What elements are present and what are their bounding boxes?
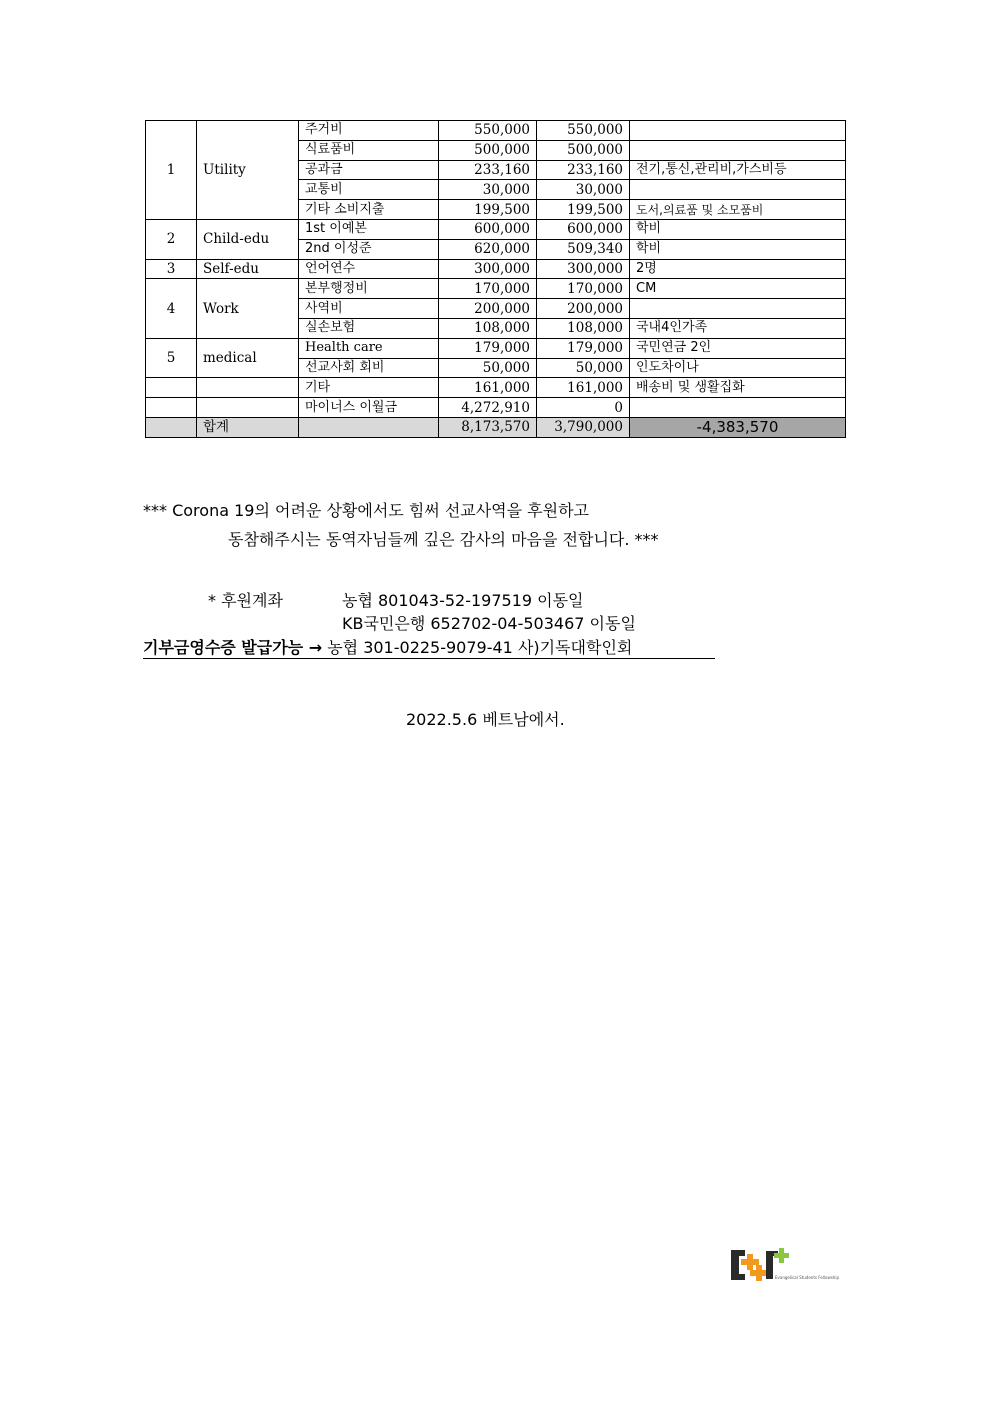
- category: Child-edu: [197, 219, 299, 259]
- item: 식료품비: [299, 140, 439, 160]
- table-row: [146, 338, 846, 358]
- item: 선교사회 회비: [299, 358, 439, 378]
- logo-subtitle: Evangelical Students Fellowship: [775, 1275, 839, 1280]
- budget: 161,000: [439, 378, 537, 398]
- receipt-line: [143, 635, 715, 659]
- empty-cell: [146, 378, 197, 398]
- account-label: * 후원계좌: [208, 591, 283, 610]
- budget: 50,000: [439, 358, 537, 378]
- item: 언어연수: [299, 259, 439, 279]
- note: [630, 299, 846, 319]
- note: 국민연금 2인: [630, 338, 846, 358]
- account-2: KB국민은행 652702-04-503467 이동일: [342, 614, 636, 633]
- note: 도서,의료품 및 소모품비: [630, 200, 846, 220]
- table-row: [146, 378, 846, 398]
- empty-cell: [146, 417, 197, 437]
- budget: 30,000: [439, 180, 537, 200]
- total-difference: -4,383,570: [630, 417, 846, 437]
- item: 기타: [299, 378, 439, 398]
- actual: 509,340: [537, 239, 630, 259]
- actual: 199,500: [537, 200, 630, 220]
- note: 학비: [630, 219, 846, 239]
- empty-cell: [146, 398, 197, 418]
- note: 국내4인가족: [630, 318, 846, 338]
- budget-table: [145, 120, 846, 438]
- thanks-line-2: 동참해주시는 동역자님들께 깊은 감사의 마음을 전합니다. ***: [228, 530, 659, 549]
- budget: 600,000: [439, 219, 537, 239]
- budget: 300,000: [439, 259, 537, 279]
- category: Work: [197, 279, 299, 338]
- esf-logo: [728, 1245, 839, 1290]
- row-number: 2: [146, 219, 197, 259]
- item: Health care: [299, 338, 439, 358]
- item: 주거비: [299, 121, 439, 141]
- actual: 550,000: [537, 121, 630, 141]
- table-row: [146, 398, 846, 418]
- item: 본부행정비: [299, 279, 439, 299]
- item: 기타 소비지출: [299, 200, 439, 220]
- empty-cell: [197, 378, 299, 398]
- actual: 179,000: [537, 338, 630, 358]
- note: 2명: [630, 259, 846, 279]
- budget: 500,000: [439, 140, 537, 160]
- note: 배송비 및 생활집화: [630, 378, 846, 398]
- item: 사역비: [299, 299, 439, 319]
- total-actual: 3,790,000: [537, 417, 630, 437]
- item: 실손보험: [299, 318, 439, 338]
- account-3: 농협 301-0225-9079-41 사)기독대학인회: [327, 638, 633, 657]
- note: [630, 121, 846, 141]
- total-label: 합계: [197, 417, 299, 437]
- table-row: [146, 279, 846, 299]
- category: Utility: [197, 121, 299, 220]
- item: 2nd 이성준: [299, 239, 439, 259]
- note: [630, 180, 846, 200]
- receipt-label: 기부금영수증 발급가능 →: [143, 638, 323, 657]
- date-line: 2022.5.6 베트남에서.: [406, 710, 565, 729]
- category: Self-edu: [197, 259, 299, 279]
- actual: 50,000: [537, 358, 630, 378]
- account-1: 농협 801043-52-197519 이동일: [342, 591, 584, 610]
- total-budget: 8,173,570: [439, 417, 537, 437]
- row-number: 4: [146, 279, 197, 338]
- note: CM: [630, 279, 846, 299]
- actual: 161,000: [537, 378, 630, 398]
- actual: 600,000: [537, 219, 630, 239]
- category: medical: [197, 338, 299, 378]
- row-number: 3: [146, 259, 197, 279]
- budget: 620,000: [439, 239, 537, 259]
- note: 전기,통신,관리비,가스비등: [630, 160, 846, 180]
- note: 학비: [630, 239, 846, 259]
- thanks-line-1: *** Corona 19의 어려운 상황에서도 힘써 선교사역을 후원하고: [143, 501, 590, 520]
- actual: 500,000: [537, 140, 630, 160]
- budget: 170,000: [439, 279, 537, 299]
- table-row: [146, 121, 846, 141]
- budget: 4,272,910: [439, 398, 537, 418]
- item: 공과금: [299, 160, 439, 180]
- empty-cell: [197, 398, 299, 418]
- budget: 199,500: [439, 200, 537, 220]
- actual: 233,160: [537, 160, 630, 180]
- note: [630, 140, 846, 160]
- budget: 179,000: [439, 338, 537, 358]
- budget: 550,000: [439, 121, 537, 141]
- empty-cell: [299, 417, 439, 437]
- item: 1st 이예본: [299, 219, 439, 239]
- budget: 233,160: [439, 160, 537, 180]
- actual: 170,000: [537, 279, 630, 299]
- note: 인도차이나: [630, 358, 846, 378]
- actual: 108,000: [537, 318, 630, 338]
- item: 마이너스 이월금: [299, 398, 439, 418]
- budget: 200,000: [439, 299, 537, 319]
- budget: 108,000: [439, 318, 537, 338]
- total-row: [146, 417, 846, 437]
- note: [630, 398, 846, 418]
- row-number: 5: [146, 338, 197, 378]
- actual: 30,000: [537, 180, 630, 200]
- row-number: 1: [146, 121, 197, 220]
- actual: 300,000: [537, 259, 630, 279]
- actual: 0: [537, 398, 630, 418]
- table-row: [146, 259, 846, 279]
- actual: 200,000: [537, 299, 630, 319]
- table-row: [146, 219, 846, 239]
- item: 교통비: [299, 180, 439, 200]
